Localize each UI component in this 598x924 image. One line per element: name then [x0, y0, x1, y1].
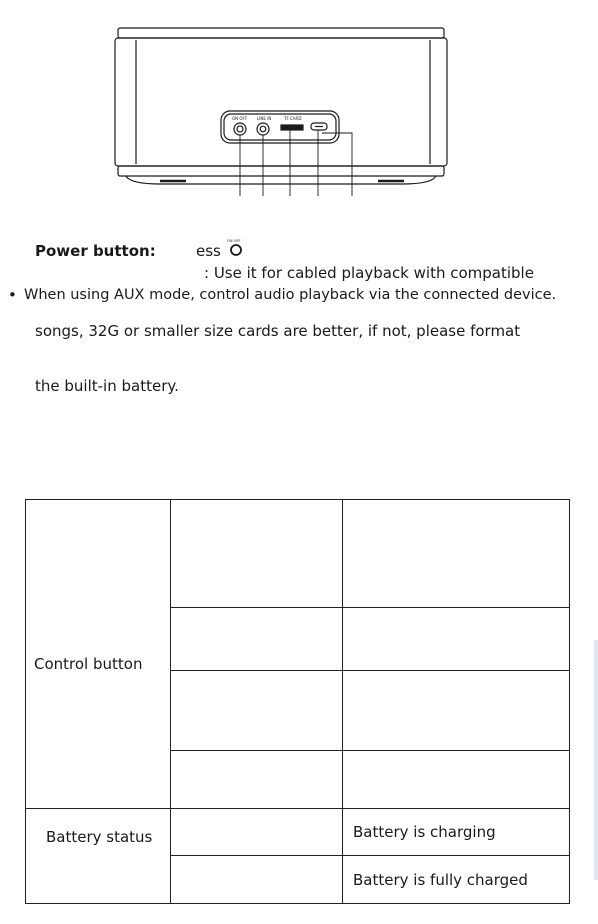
battery-text-fragment: the built-in battery. [35, 377, 179, 395]
speaker-body-outline [115, 38, 447, 166]
port-label-line-in: LINE IN [257, 116, 272, 121]
svg-text:ON OFF: ON OFF [227, 239, 241, 243]
tf-card-slot [281, 125, 303, 130]
power-switch-icon [226, 237, 246, 257]
power-button-text-fragment: ess [196, 242, 221, 260]
speaker-back-panel-illustration [0, 0, 598, 210]
battery-charged-text: Battery is fully charged [353, 871, 528, 889]
battery-charging-text: Battery is charging [353, 823, 496, 841]
control-button-label: Control button [34, 655, 143, 673]
aux-mode-text: When using AUX mode, control audio playback via the connected device. [24, 287, 557, 303]
power-switch-port [234, 123, 246, 135]
line-in-jack [257, 123, 269, 135]
port-label-on-off: ON OFF [232, 116, 248, 121]
speaker-top-lid [118, 28, 444, 38]
page-edge-mark [594, 640, 598, 880]
speaker-bottom-band [118, 166, 444, 176]
power-button-label: Power button: [35, 242, 156, 260]
aux-description-fragment: : Use it for cabled playback with compatible [204, 264, 534, 282]
tf-card-text-fragment: songs, 32G or smaller size cards are better, if not, please format [35, 322, 521, 340]
bullet-point: • [8, 286, 17, 304]
port-label-tf-card: TF CARD [284, 116, 302, 121]
battery-status-label: Battery status [46, 828, 153, 846]
